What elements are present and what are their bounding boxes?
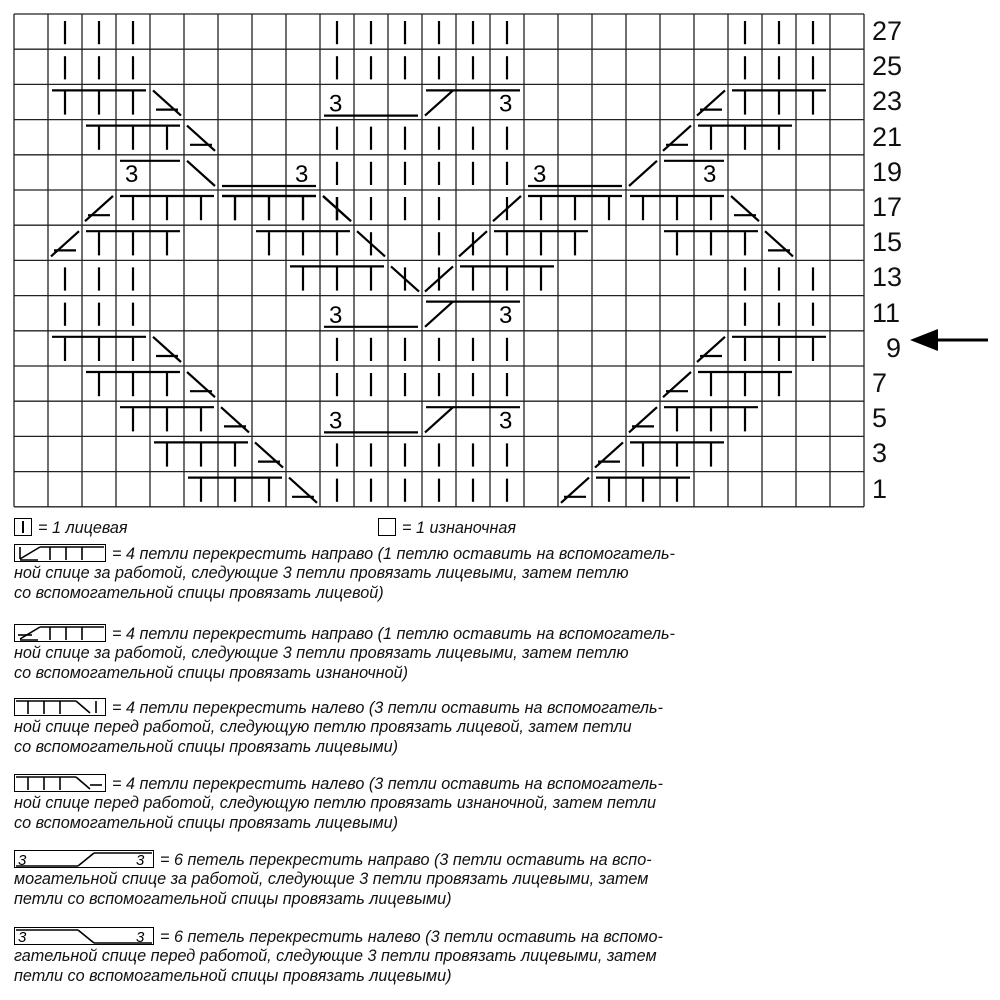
knitting-chart — [0, 0, 870, 510]
legend-cross-left-knit: = 4 петли перекрестить налево (3 петли оставить на вспомогатель- ной спице перед работой, следующую петлю провязать лицевой, затем петли со вспомогательной спицы провязать лицевыми) — [14, 699, 663, 756]
cross-right-knit-icon — [14, 544, 106, 562]
row-number: 13 — [872, 262, 903, 293]
cable-number: 3 — [329, 301, 343, 329]
row-number: 23 — [872, 86, 903, 117]
cable-number: 3 — [499, 407, 513, 435]
legend-cross-right-purl: = 4 петли перекрестить направо (1 петлю оставить на вспомогатель- ной спице за работой, следующие 3 петли провязать лицевыми, затем петлю со вспомогательной спицы провязать изнаночной) — [14, 625, 675, 682]
svg-text:3: 3 — [18, 852, 27, 868]
row-number: 21 — [872, 121, 903, 152]
row-number: 25 — [872, 51, 903, 82]
cable6-right-icon — [14, 850, 154, 868]
svg-text:3: 3 — [18, 929, 27, 945]
cable-number: 3 — [329, 90, 343, 118]
row-number: 11 — [872, 297, 901, 328]
row-number: 1 — [872, 473, 888, 504]
legend-cable6-right: 3 3 = 6 петель перекрестить направо (3 петли оставить на вспо- могательной спице за работой, следующие 3 петли провязать лицевыми, затем петли со вспомогательной спицы провязать лицевыми) — [14, 851, 652, 908]
svg-text:3: 3 — [136, 929, 145, 945]
cable-number: 3 — [125, 161, 139, 188]
knit-symbol-icon — [14, 518, 32, 536]
legend-knit-text: = 1 лицевая — [38, 519, 128, 537]
row-number: 7 — [872, 368, 888, 398]
legend-cross-left-purl: = 4 петли перекрестить налево (3 петли оставить на вспомогатель- ной спице перед работой, следующую петлю провязать изнаночной, затем петли со вспомогательной спицы провязать лицевыми) — [14, 775, 663, 832]
row-number: 19 — [872, 156, 903, 187]
cable-number: 3 — [533, 161, 547, 188]
cable-number: 3 — [499, 90, 513, 118]
arrow-left-icon — [910, 325, 990, 355]
row-number: 3 — [872, 438, 888, 469]
legend-purl — [378, 518, 516, 538]
cable-number: 3 — [703, 161, 717, 188]
row-number: 9 — [886, 332, 902, 363]
cross-left-purl-icon — [14, 774, 106, 792]
svg-text:3: 3 — [136, 852, 145, 868]
row-number: 5 — [872, 403, 888, 434]
row-number: 27 — [872, 16, 903, 46]
cable-number: 3 — [295, 161, 309, 188]
row-number: 15 — [872, 227, 903, 258]
cable-number: 3 — [329, 407, 343, 435]
cross-left-knit-icon — [14, 698, 106, 716]
cable6-left-icon — [14, 927, 154, 945]
cross-right-purl-icon — [14, 624, 106, 642]
legend-cross-right-knit: = 4 петли перекрестить направо (1 петлю оставить на вспомогатель- ной спице за работой, следующие 3 петли провязать лицевыми, затем петлю со вспомогательной спицы провязать лицевой) — [14, 545, 675, 602]
legend-purl-text: = 1 изнаночная — [402, 519, 517, 537]
legend-cable6-left: 3 3 = 6 петель перекрестить налево (3 петли оставить на вспомо- гательной спице перед работой, следующие 3 петли провязать лицевыми, затем петли со вспомогательной спицы провязать лицевыми) — [14, 928, 663, 985]
purl-symbol-icon — [378, 518, 396, 536]
cable-number: 3 — [499, 301, 513, 329]
row-number: 17 — [872, 192, 903, 222]
